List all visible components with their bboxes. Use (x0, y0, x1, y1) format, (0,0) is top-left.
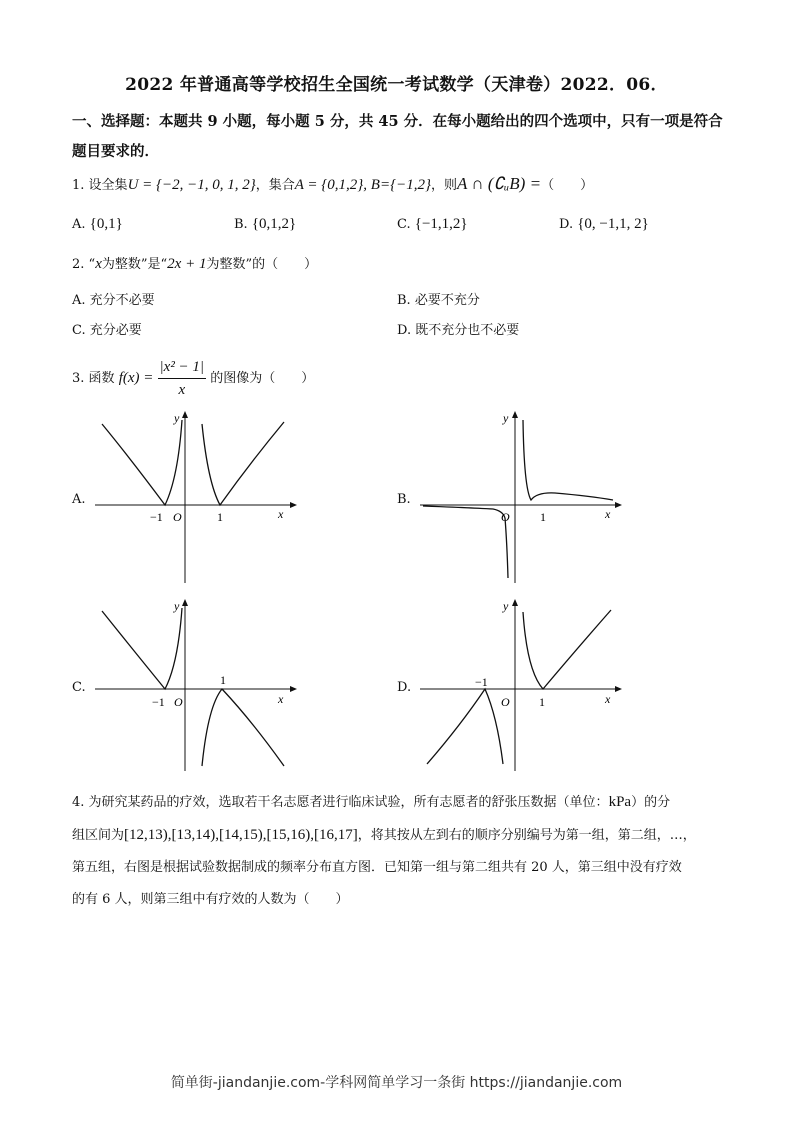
graph-c[interactable] (90, 596, 300, 774)
origin-label: O (501, 695, 510, 709)
question-1-option-b[interactable]: B. {0,1,2} (234, 216, 297, 232)
y-axis-label: y (503, 599, 509, 613)
origin-label: O (501, 510, 510, 524)
unit-kpa: kPa (608, 794, 632, 810)
graph-b-label[interactable]: B. (397, 492, 411, 507)
question-number: 3. (72, 371, 85, 386)
y-axis-label: y (174, 599, 180, 613)
graph-c-label[interactable]: C. (72, 680, 86, 695)
set-a-b: A = {0,1,2}, B={−1,2} (294, 177, 431, 193)
graph-a-label[interactable]: A. (72, 492, 86, 507)
expression-2x-plus-1: 2x + 1 (167, 256, 207, 272)
group-intervals: [12,13),[13,14),[14,15),[15,16),[16,17] (124, 827, 358, 843)
question-4-stem (72, 786, 727, 916)
y-axis-label: y (174, 411, 180, 425)
graph-d[interactable] (415, 596, 625, 774)
page-title: 2022 年普通高等学校招生全国统一考试数学（天津卷）2022．06． (125, 75, 668, 95)
question-2-option-b[interactable]: B. 必要不充分 (397, 293, 480, 308)
question-number: 4. (72, 795, 85, 810)
x-axis-label: x (605, 692, 611, 706)
question-2-option-a[interactable]: A. 充分不必要 (72, 293, 155, 308)
question-3-stem: 3. 函数 f(x) = $\frac{\text{|x² − 1|}}{x}$ 的图像为（ ） (72, 356, 314, 401)
footer-watermark: 简单街-jiandanjie.com-学科网简单学习一条街 https://jiandanjie.com (170, 1075, 623, 1091)
question-4-line-2: 组区间为[12,13),[13,14),[14,15),[15,16),[16,17]，将其按从左到右的顺序分别编号为第一组，第二组，…， (72, 827, 696, 843)
origin-label: O (173, 510, 182, 524)
origin-label: O (174, 695, 183, 709)
x-axis-label: x (278, 692, 284, 706)
question-number: 2. (72, 257, 85, 272)
graph-d-label[interactable]: D. (397, 680, 412, 695)
tick-label-one: 1 (217, 510, 223, 524)
x-axis-label: x (278, 507, 284, 521)
y-axis-label: y (503, 411, 509, 425)
question-4-line-4: 的有 6 人，则第三组中有疗效的人数为（ ） (72, 892, 349, 907)
section-heading: 一、选择题：本题共 9 小题，每小题 5 分，共 45 分．在每小题给出的四个选项中，只有一项是符合题目要求的． (72, 113, 723, 160)
question-4-line-3: 第五组，右图是根据试验数据制成的频率分布直方图．已知第一组与第二组共有 20 人，第三组中没有疗效 (72, 860, 682, 875)
question-1-option-a[interactable]: A. {0,1} (72, 216, 123, 232)
question-1-stem: 1. 设全集U = {−2, −1, 0, 1, 2}，集合A = {0,1,2}, B={−1,2}，则A ∩ (∁ᵤB) =（ ） (72, 174, 594, 193)
question-number: 1. (72, 178, 85, 193)
question-1-option-c[interactable]: C. {−1,1,2} (397, 216, 468, 232)
graph-a[interactable] (90, 408, 300, 586)
question-1-option-d[interactable]: D. {0, −1,1, 2} (559, 216, 649, 232)
tick-label-one: 1 (539, 695, 545, 709)
tick-label-one: 1 (540, 510, 546, 524)
function-name: f(x) = (118, 370, 154, 386)
tick-label-one: 1 (220, 673, 226, 687)
question-4-line-1: 4. 为研究某药品的疗效，选取若干名志愿者进行临床试验，所有志愿者的舒张压数据（单位：kPa）的分 (72, 794, 671, 810)
question-2-stem: 2. “x为整数”是“2x + 1为整数”的（ ） (72, 256, 318, 272)
set-u: U = {−2, −1, 0, 1, 2} (127, 177, 256, 193)
x-axis-label: x (605, 507, 611, 521)
set-expression: A ∩ (∁ᵤB) = (456, 174, 542, 193)
question-2-option-c[interactable]: C. 充分必要 (72, 323, 142, 338)
question-2-option-d[interactable]: D. 既不充分也不必要 (397, 323, 520, 338)
tick-label-minus-one: −1 (150, 510, 163, 524)
tick-label-minus-one: −1 (152, 695, 165, 709)
function-fraction: $\frac{\text{|x² − 1|}}{x}$ (158, 356, 207, 401)
graph-b[interactable] (415, 408, 625, 586)
tick-label-minus-one: −1 (475, 675, 488, 689)
